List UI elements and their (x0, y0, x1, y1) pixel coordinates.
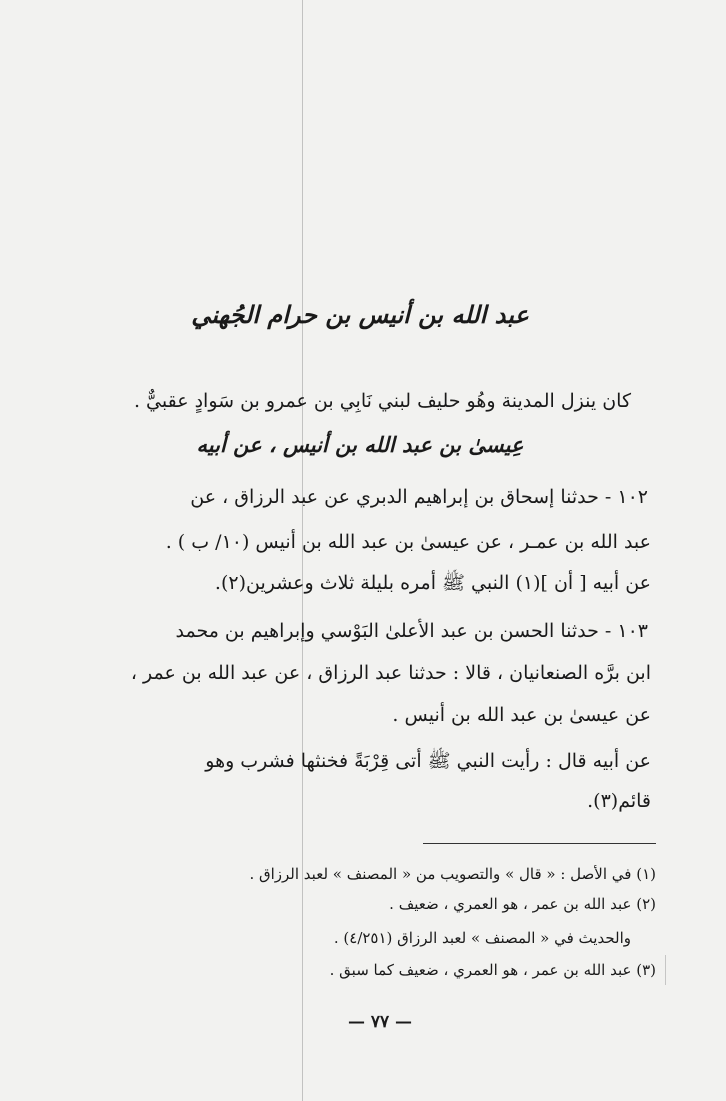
hadith-102-line-2: عبد الله بن عمـر ، عن عيسىٰ بن عبد الله بن أنيس (١٠/ ب ) . (165, 531, 651, 553)
footnote-1: (١) في الأصل : « قال » والتصويب من « المصنف » لعبد الرزاق . (249, 865, 656, 883)
hadith-103-line-4: عن أبيه قال : رأيت النبي ﷺ أتى قِرْبَةً فخنثها فشرب وهو (205, 750, 651, 772)
footnote-3: (٣) عبد الله بن عمر ، هو العمري ، ضعيف كما سبق . (329, 961, 656, 979)
hadith-103-line-5: قائم(٣). (587, 790, 651, 812)
footnote-2: (٢) عبد الله بن عمر ، هو العمري ، ضعيف . (389, 895, 656, 913)
page-edge-mark (665, 955, 666, 985)
chain-heading: عِيسىٰ بن عبد الله بن أنيس ، عن أبيه (196, 432, 524, 457)
page-number: — ٧٧ — (347, 1012, 413, 1032)
chapter-title: عبد الله بن أنيس بن حرام الجُهني (191, 300, 529, 329)
intro-text: كان ينزل المدينة وهُو حليف لبني نَابِي بن عمرو بن سَوادٍ عقبيٌّ . (133, 390, 631, 412)
hadith-103-line-2: ابن برَّه الصنعانيان ، قالا : حدثنا عبد الرزاق ، عن عبد الله بن عمر ، (130, 662, 651, 684)
hadith-102-line-1: ١٠٢ - حدثنا إسحاق بن إبراهيم الدبري عن عبد الرزاق ، عن (190, 486, 648, 508)
footnote-separator (423, 843, 656, 844)
hadith-102-line-3: عن أبيه [ أن ](١) النبي ﷺ أمره بليلة ثلاث وعشرين(٢). (214, 572, 651, 594)
hadith-103-line-3: عن عيسىٰ بن عبد الله بن أنيس . (392, 704, 651, 726)
hadith-103-line-1: ١٠٣ - حدثنا الحسن بن عبد الأعلىٰ البَوْسي وإبراهيم بن محمد (175, 620, 648, 642)
footnote-2-continuation: والحديث في « المصنف » لعبد الرزاق (٤/٢٥١) . (333, 929, 631, 947)
